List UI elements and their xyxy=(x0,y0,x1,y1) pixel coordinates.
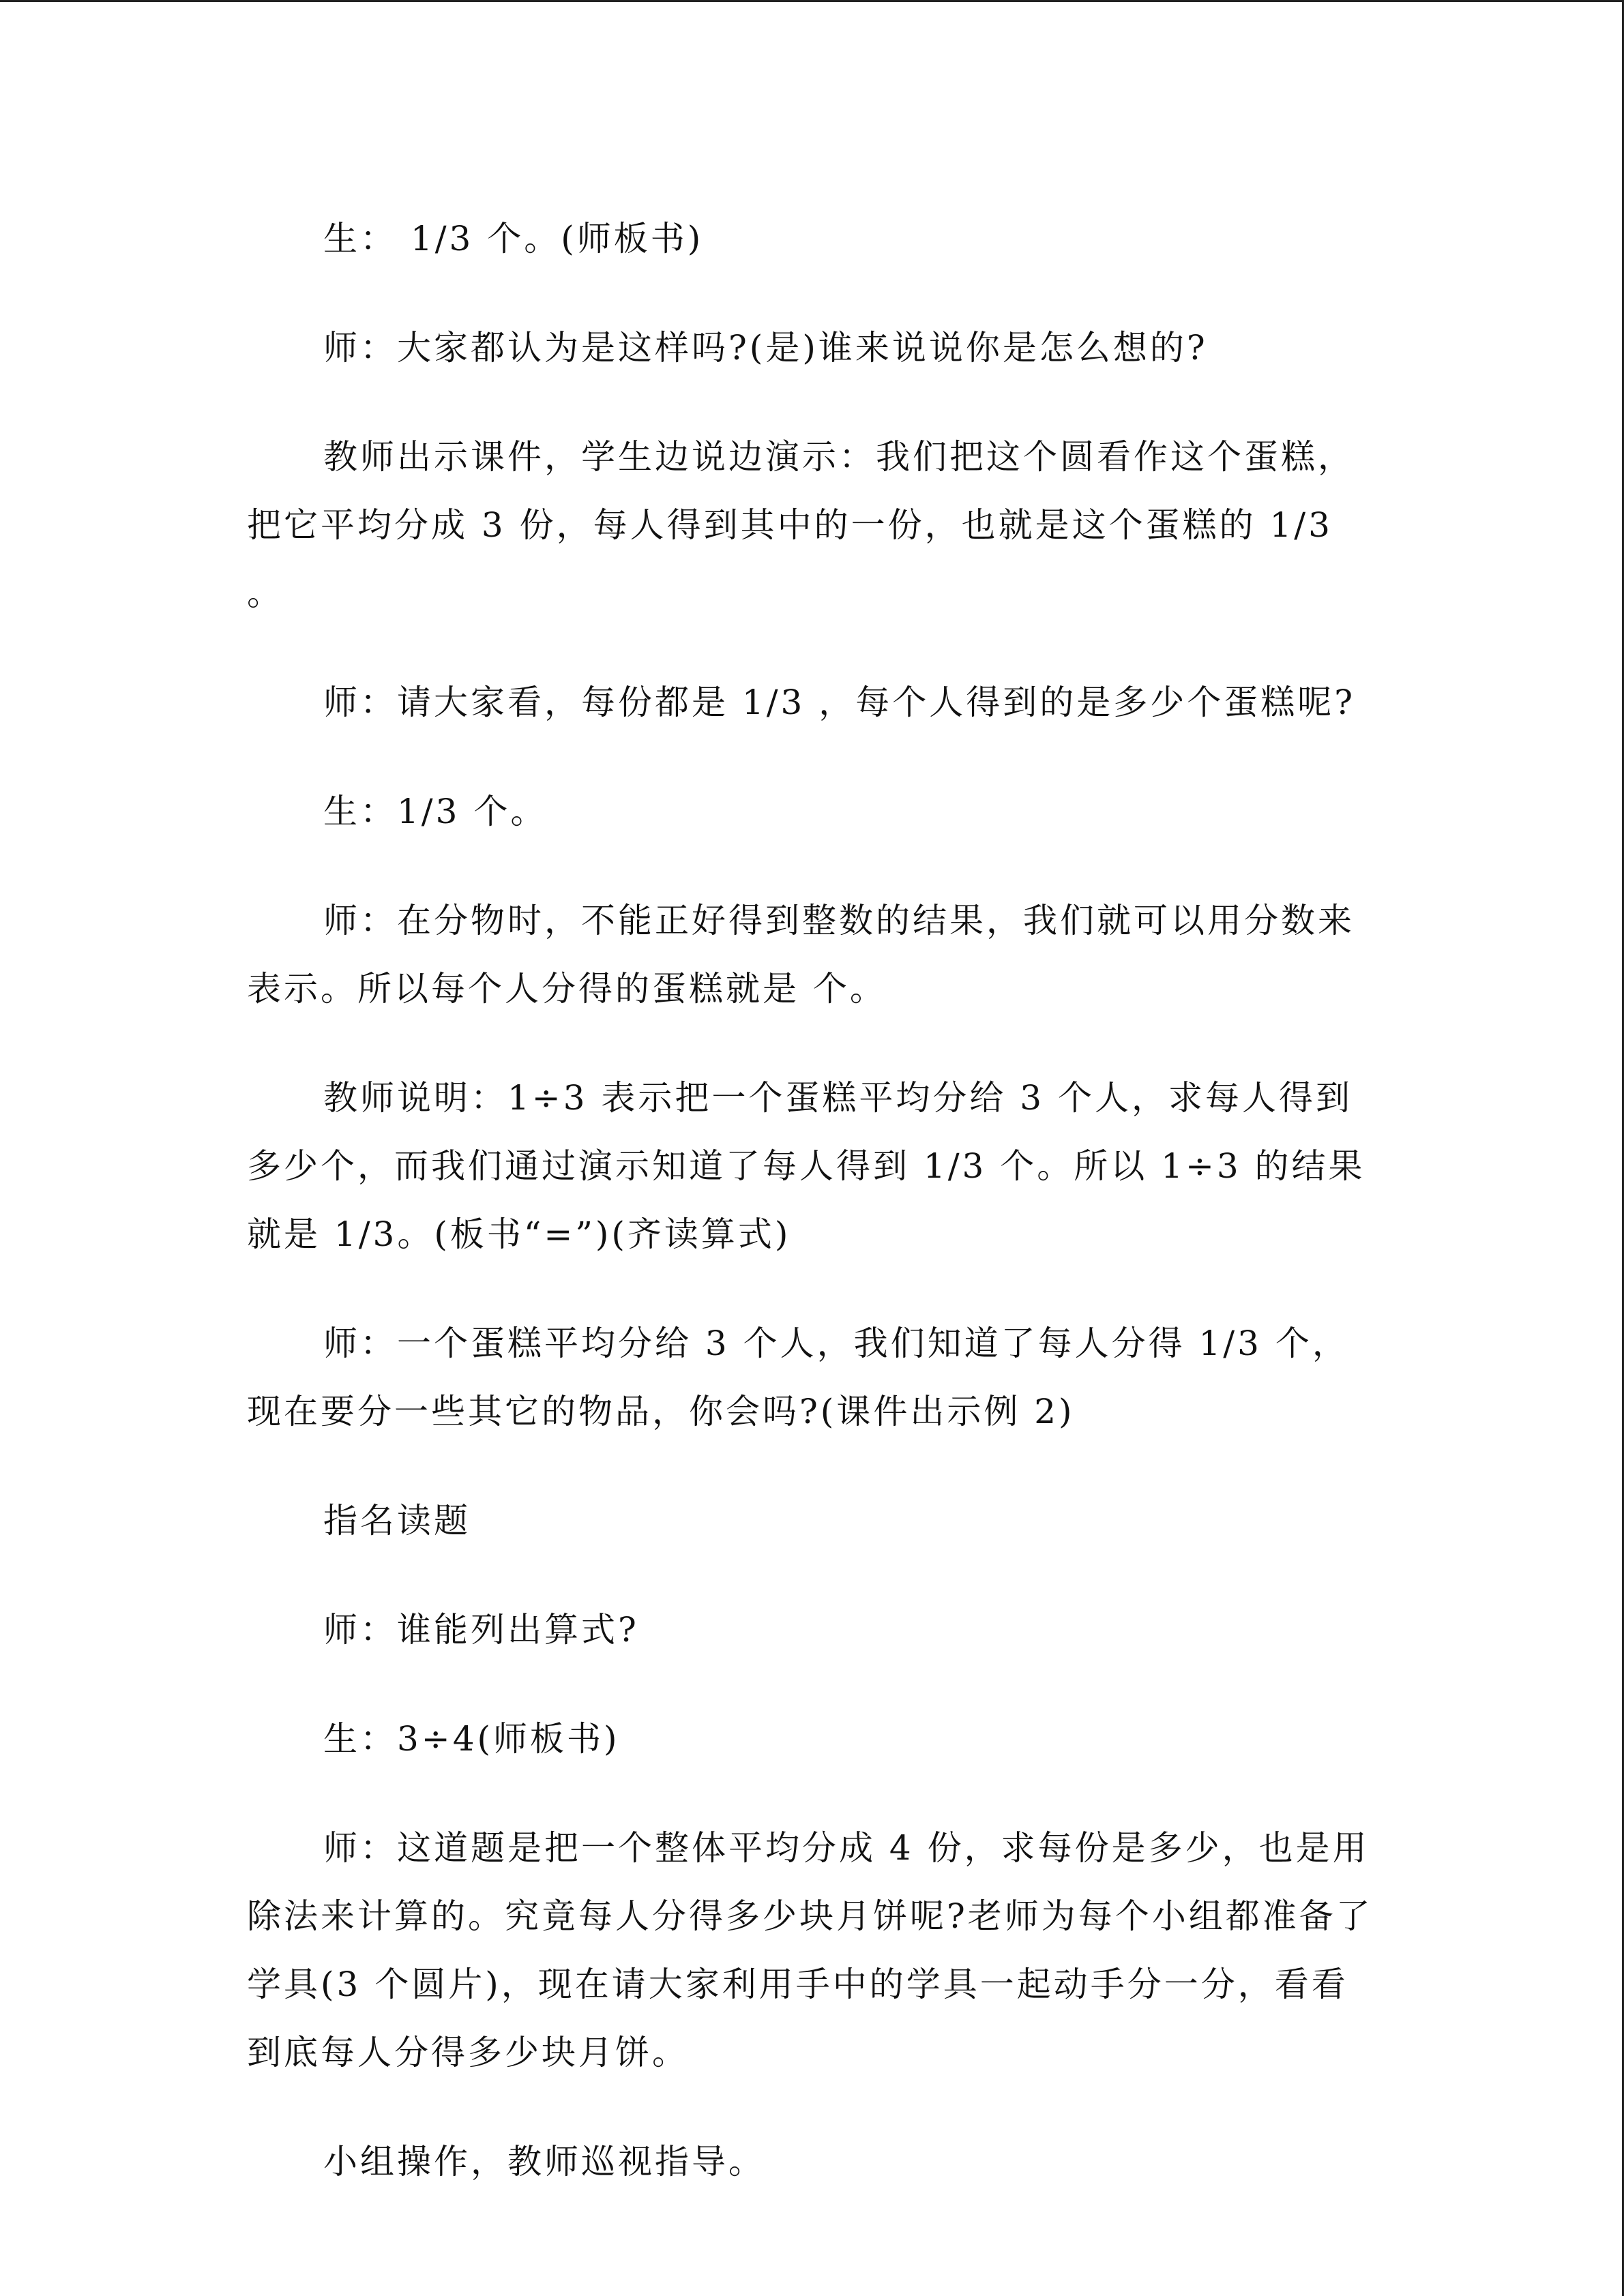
document-body xyxy=(247,205,1379,2237)
paragraph: 师：一个蛋糕平均分给 3 个人，我们知道了每人分得 1/3 个，现在要分一些其它的物品，你会吗?(课件出示例 2) xyxy=(247,1324,1349,1431)
paragraph: 指名读题 xyxy=(323,1501,471,1540)
paragraph: 教师出示课件，学生边说边演示：我们把这个圆看作这个蛋糕，把它平均分成 3 份，每人得到其中的一份，也就是这个蛋糕的 1/3 。 xyxy=(247,437,1355,613)
paragraph: 教师说明：1÷3 表示把一个蛋糕平均分给 3 个人，求每人得到多少个，而我们通过演示知道了每人得到 1/3 个。所以 1÷3 的结果就是 1/3。(板书“=”)(齐读算式) xyxy=(247,1078,1365,1254)
paragraph: 生：1/3 个。 xyxy=(323,792,548,831)
paragraph: 师：谁能列出算式? xyxy=(323,1610,639,1650)
paragraph: 生：3÷4(师板书) xyxy=(323,1719,620,1759)
paragraph: 师：这道题是把一个整体平均分成 4 份，求每份是多少，也是用除法来计算的。究竟每人分得多少块月饼呢?老师为每个小组都准备了学具(3 个圆片)，现在请大家利用手中的学具一起动手分一分，看看到底每人分得多少块月饼。 xyxy=(247,1828,1373,2072)
paragraph: 师：大家都认为是这样吗?(是)谁来说说你是怎么想的? xyxy=(323,328,1208,368)
paragraph: 小组操作，教师巡视指导。 xyxy=(323,2142,765,2181)
paragraph: 师：请大家看，每份都是 1/3 ，每个人得到的是多少个蛋糕呢? xyxy=(323,683,1356,722)
paragraph: 生： 1/3 个。(师板书) xyxy=(323,219,704,258)
page-top-border xyxy=(0,0,1624,2)
paragraph: 师：在分物时，不能正好得到整数的结果，我们就可以用分数来表示。所以每个人分得的蛋糕就是 个。 xyxy=(247,901,1355,1009)
